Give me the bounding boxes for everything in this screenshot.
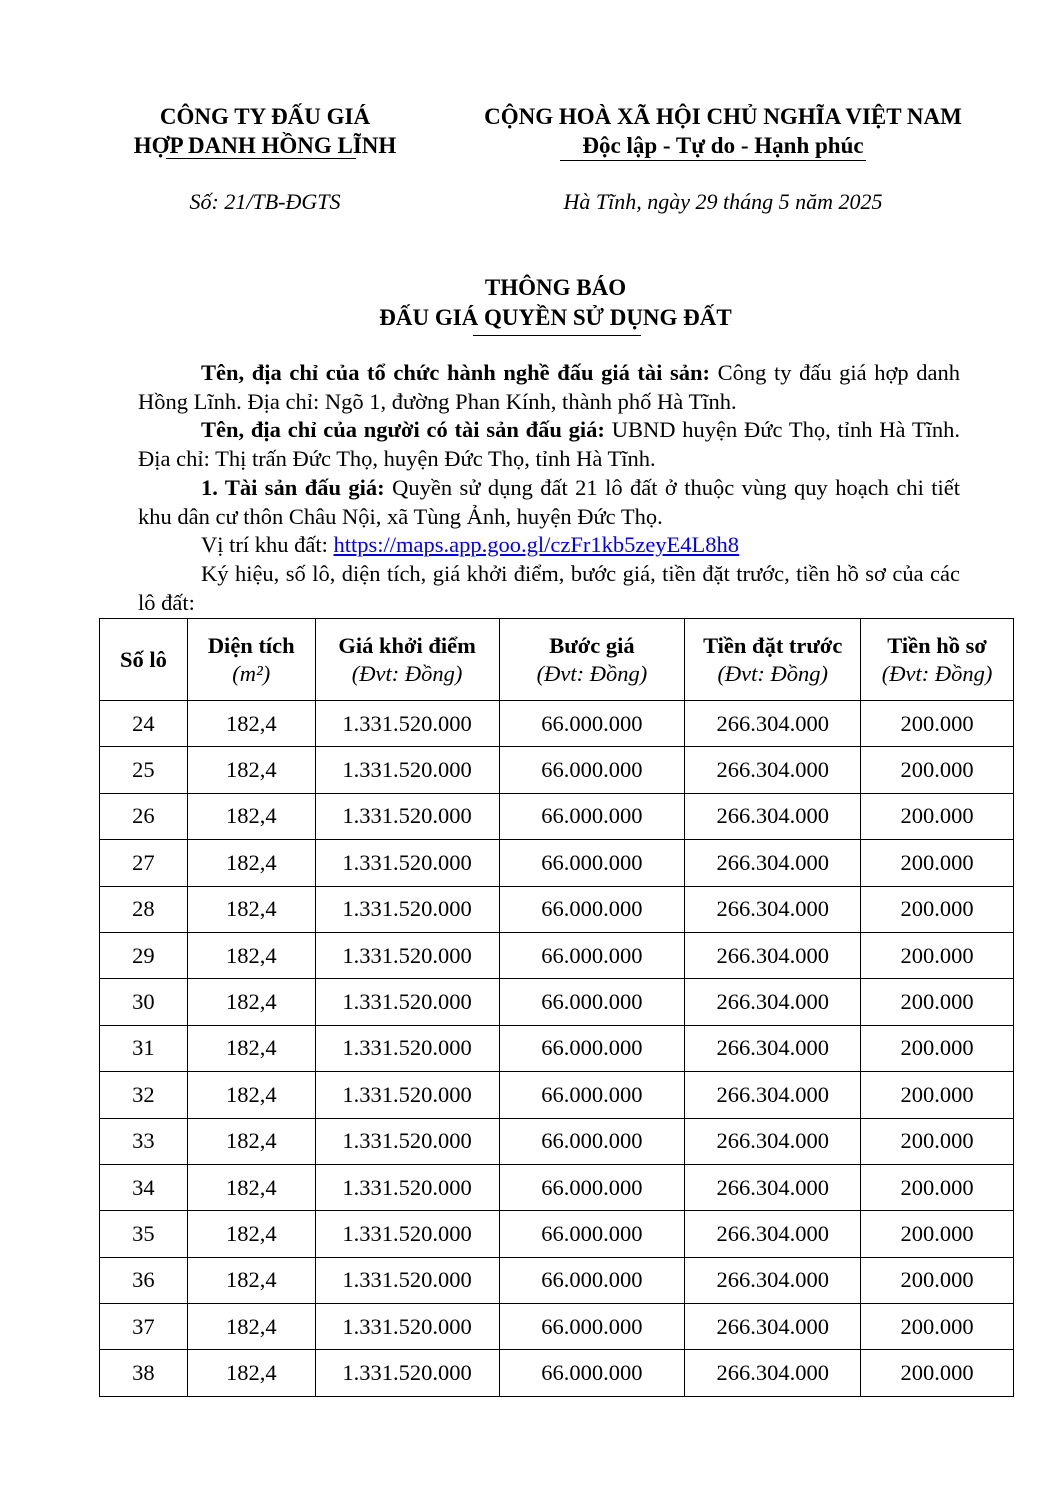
cell-bid-step: 66.000.000 (499, 1304, 685, 1350)
cell-lot-number: 26 (100, 793, 188, 839)
asset-owner-paragraph (138, 416, 960, 473)
cell-area: 182,4 (187, 747, 315, 793)
table-row (100, 886, 1014, 932)
cell-bid-step: 66.000.000 (499, 979, 685, 1025)
cell-bid-step: 66.000.000 (499, 1257, 685, 1303)
table-row (100, 979, 1014, 1025)
cell-deposit: 266.304.000 (685, 793, 861, 839)
cell-lot-number: 36 (100, 1257, 188, 1303)
cell-dossier-fee: 200.000 (861, 1164, 1014, 1210)
national-motto (438, 102, 1008, 160)
org-underline (166, 158, 356, 159)
cell-dossier-fee: 200.000 (861, 979, 1014, 1025)
table-row (100, 1164, 1014, 1210)
lots-table (99, 618, 1014, 1397)
header-deposit-label: Tiền đặt trước (703, 632, 843, 658)
cell-area: 182,4 (187, 1304, 315, 1350)
cell-deposit: 266.304.000 (685, 1072, 861, 1118)
cell-starting-price: 1.331.520.000 (315, 1211, 499, 1257)
table-row (100, 747, 1014, 793)
header-dossier-fee (861, 619, 1014, 701)
table-row (100, 701, 1014, 747)
cell-area: 182,4 (187, 701, 315, 747)
map-link[interactable]: https://maps.app.goo.gl/czFr1kb5zeyE4L8h8 (333, 532, 740, 558)
cell-lot-number: 24 (100, 701, 188, 747)
cell-dossier-fee: 200.000 (861, 1257, 1014, 1303)
cell-lot-number: 30 (100, 979, 188, 1025)
cell-dossier-fee: 200.000 (861, 1304, 1014, 1350)
cell-starting-price: 1.331.520.000 (315, 747, 499, 793)
body-text (138, 359, 960, 617)
header-bid-step (499, 619, 685, 701)
title-underline (473, 335, 641, 336)
cell-bid-step: 66.000.000 (499, 840, 685, 886)
cell-dossier-fee: 200.000 (861, 1072, 1014, 1118)
cell-dossier-fee: 200.000 (861, 747, 1014, 793)
cell-starting-price: 1.331.520.000 (315, 1257, 499, 1303)
table-header-row (100, 619, 1014, 701)
document-title (0, 273, 1061, 333)
location-label: Vị trí khu đất: (201, 532, 334, 558)
cell-bid-step: 66.000.000 (499, 1118, 685, 1164)
table-row (100, 1211, 1014, 1257)
cell-bid-step: 66.000.000 (499, 1350, 685, 1396)
cell-area: 182,4 (187, 1350, 315, 1396)
cell-bid-step: 66.000.000 (499, 932, 685, 978)
cell-bid-step: 66.000.000 (499, 1072, 685, 1118)
auction-asset-paragraph (138, 474, 960, 531)
header-deposit (685, 619, 861, 701)
header-area (187, 619, 315, 701)
org-line-2: HỢP DANH HỒNG LĨNH (133, 133, 397, 158)
table-row (100, 1350, 1014, 1396)
nation-line-1: CỘNG HOÀ XÃ HỘI CHỦ NGHĨA VIỆT NAM (484, 104, 962, 129)
header-dossier-fee-unit: (Đvt: Đồng) (881, 660, 993, 686)
table-row (100, 1025, 1014, 1071)
table-row (100, 1118, 1014, 1164)
cell-lot-number: 33 (100, 1118, 188, 1164)
cell-lot-number: 29 (100, 932, 188, 978)
cell-starting-price: 1.331.520.000 (315, 979, 499, 1025)
cell-area: 182,4 (187, 932, 315, 978)
auction-asset-text: Quyền sử dụng đất 21 lô đất ở thuộc vùng quy hoạch chi tiết khu dân cư thôn Châu Nội, xã Tùng Ảnh, huyện Đức Thọ. (138, 474, 960, 529)
cell-area: 182,4 (187, 1257, 315, 1303)
lot-intro-paragraph: Ký hiệu, số lô, diện tích, giá khởi điểm, bước giá, tiền đặt trước, tiền hồ sơ của các lô đất: (138, 560, 960, 615)
auction-org-label: Tên, địa chỉ của tổ chức hành nghề đấu giá tài sản: (201, 360, 711, 385)
cell-starting-price: 1.331.520.000 (315, 1118, 499, 1164)
table-row (100, 793, 1014, 839)
cell-area: 182,4 (187, 1211, 315, 1257)
cell-deposit: 266.304.000 (685, 1164, 861, 1210)
cell-starting-price: 1.331.520.000 (315, 1350, 499, 1396)
cell-dossier-fee: 200.000 (861, 793, 1014, 839)
header-area-label: Diện tích (207, 632, 295, 658)
cell-area: 182,4 (187, 1164, 315, 1210)
place-date: Hà Tĩnh, ngày 29 tháng 5 năm 2025 (563, 189, 883, 214)
header-bid-step-unit: (Đvt: Đồng) (536, 660, 648, 686)
cell-lot-number: 35 (100, 1211, 188, 1257)
nation-line-2: Độc lập - Tự do - Hạnh phúc (582, 133, 864, 158)
header-lot-number-label: Số lô (119, 646, 167, 672)
auction-org-paragraph (138, 359, 960, 416)
header-lot-number (100, 619, 188, 701)
cell-starting-price: 1.331.520.000 (315, 793, 499, 839)
cell-dossier-fee: 200.000 (861, 1118, 1014, 1164)
table-row (100, 840, 1014, 886)
cell-deposit: 266.304.000 (685, 701, 861, 747)
cell-area: 182,4 (187, 886, 315, 932)
org-line-1: CÔNG TY ĐẤU GIÁ (159, 104, 371, 129)
cell-deposit: 266.304.000 (685, 840, 861, 886)
table-row (100, 1304, 1014, 1350)
cell-deposit: 266.304.000 (685, 747, 861, 793)
cell-lot-number: 38 (100, 1350, 188, 1396)
cell-dossier-fee: 200.000 (861, 701, 1014, 747)
cell-area: 182,4 (187, 1025, 315, 1071)
cell-area: 182,4 (187, 979, 315, 1025)
header-area-unit: (m²) (232, 660, 271, 686)
cell-bid-step: 66.000.000 (499, 1025, 685, 1071)
organization-name (95, 102, 435, 160)
cell-starting-price: 1.331.520.000 (315, 932, 499, 978)
table-row (100, 1257, 1014, 1303)
cell-lot-number: 34 (100, 1164, 188, 1210)
header-starting-price-unit: (Đvt: Đồng) (351, 660, 463, 686)
table-row (100, 932, 1014, 978)
document-number: Số: 21/TB-ĐGTS (189, 189, 341, 214)
cell-area: 182,4 (187, 1072, 315, 1118)
cell-deposit: 266.304.000 (685, 979, 861, 1025)
table-body (100, 701, 1014, 1397)
cell-lot-number: 31 (100, 1025, 188, 1071)
header-bid-step-label: Bước giá (549, 632, 635, 658)
table-row (100, 1072, 1014, 1118)
auction-org-text: Công ty đấu giá hợp danh Hồng Lĩnh. Địa chỉ: Ngõ 1, đường Phan Kính, thành phố Hà Tĩnh. (138, 360, 960, 414)
cell-dossier-fee: 200.000 (861, 932, 1014, 978)
cell-bid-step: 66.000.000 (499, 747, 685, 793)
cell-deposit: 266.304.000 (685, 886, 861, 932)
cell-area: 182,4 (187, 840, 315, 886)
cell-deposit: 266.304.000 (685, 1025, 861, 1071)
cell-dossier-fee: 200.000 (861, 886, 1014, 932)
cell-bid-step: 66.000.000 (499, 886, 685, 932)
cell-dossier-fee: 200.000 (861, 1350, 1014, 1396)
cell-starting-price: 1.331.520.000 (315, 886, 499, 932)
cell-starting-price: 1.331.520.000 (315, 1164, 499, 1210)
cell-dossier-fee: 200.000 (861, 1211, 1014, 1257)
cell-deposit: 266.304.000 (685, 1350, 861, 1396)
motto-underline (560, 160, 866, 161)
header-starting-price-label: Giá khởi điểm (338, 632, 476, 658)
header-starting-price (315, 619, 499, 701)
cell-dossier-fee: 200.000 (861, 840, 1014, 886)
title-line-1: THÔNG BÁO (484, 275, 627, 300)
title-line-2: ĐẤU GIÁ QUYỀN SỬ DỤNG ĐẤT (379, 305, 732, 330)
cell-starting-price: 1.331.520.000 (315, 1304, 499, 1350)
header-deposit-unit: (Đvt: Đồng) (717, 660, 829, 686)
cell-dossier-fee: 200.000 (861, 1025, 1014, 1071)
asset-owner-label: Tên, địa chỉ của người có tài sản đấu giá: (201, 417, 605, 443)
cell-deposit: 266.304.000 (685, 1304, 861, 1350)
cell-bid-step: 66.000.000 (499, 793, 685, 839)
auction-asset-label: 1. Tài sản đấu giá: (201, 474, 385, 500)
cell-lot-number: 27 (100, 840, 188, 886)
cell-deposit: 266.304.000 (685, 932, 861, 978)
cell-starting-price: 1.331.520.000 (315, 701, 499, 747)
cell-starting-price: 1.331.520.000 (315, 840, 499, 886)
cell-area: 182,4 (187, 1118, 315, 1164)
location-paragraph (138, 531, 960, 560)
cell-lot-number: 25 (100, 747, 188, 793)
cell-lot-number: 28 (100, 886, 188, 932)
cell-bid-step: 66.000.000 (499, 1164, 685, 1210)
cell-area: 182,4 (187, 793, 315, 839)
cell-lot-number: 32 (100, 1072, 188, 1118)
cell-deposit: 266.304.000 (685, 1257, 861, 1303)
cell-deposit: 266.304.000 (685, 1211, 861, 1257)
cell-starting-price: 1.331.520.000 (315, 1072, 499, 1118)
cell-bid-step: 66.000.000 (499, 701, 685, 747)
cell-lot-number: 37 (100, 1304, 188, 1350)
asset-owner-text: UBND huyện Đức Thọ, tỉnh Hà Tĩnh. Địa chỉ: Thị trấn Đức Thọ, huyện Đức Thọ, tỉnh Hà Tĩnh. (138, 417, 960, 472)
header-dossier-fee-label: Tiền hồ sơ (887, 632, 987, 658)
cell-starting-price: 1.331.520.000 (315, 1025, 499, 1071)
cell-bid-step: 66.000.000 (499, 1211, 685, 1257)
cell-deposit: 266.304.000 (685, 1118, 861, 1164)
